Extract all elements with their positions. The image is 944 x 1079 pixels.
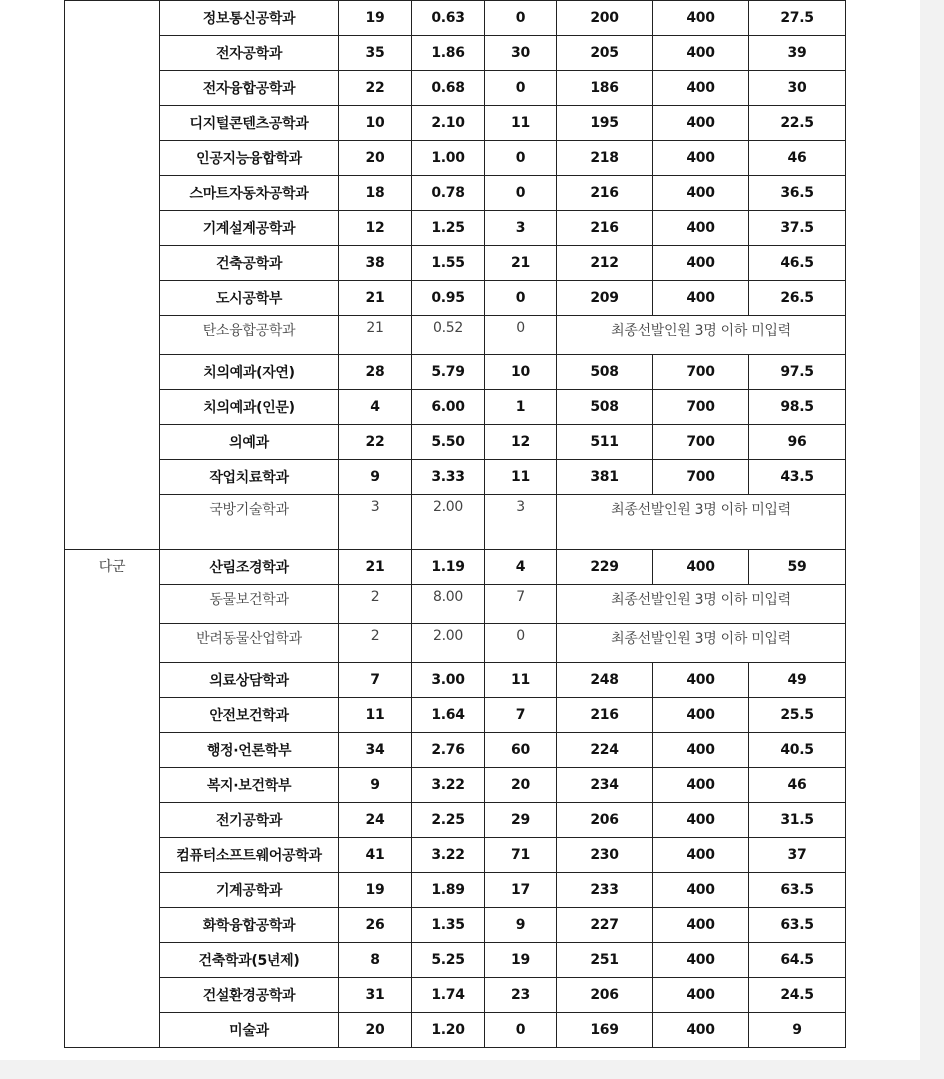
competition-rate-cell: 3.22 xyxy=(412,838,485,873)
department-cell: 건축학과(5년제) xyxy=(160,943,339,978)
value-cell: 46 xyxy=(749,141,846,176)
department-cell: 치의예과(자연) xyxy=(160,355,339,390)
full-score-cell: 400 xyxy=(653,663,749,698)
department-cell: 스마트자동차공학과 xyxy=(160,176,339,211)
additional-cell: 11 xyxy=(485,663,557,698)
full-score-cell: 400 xyxy=(653,106,749,141)
quota-cell: 26 xyxy=(339,908,412,943)
additional-cell: 20 xyxy=(485,768,557,803)
quota-cell: 9 xyxy=(339,460,412,495)
quota-cell: 3 xyxy=(339,495,412,550)
competition-rate-cell: 1.74 xyxy=(412,978,485,1013)
full-score-cell: 700 xyxy=(653,460,749,495)
department-cell: 복지·보건학부 xyxy=(160,768,339,803)
department-cell: 산림조경학과 xyxy=(160,550,339,585)
department-cell: 정보통신공학과 xyxy=(160,1,339,36)
table-row xyxy=(65,176,846,211)
additional-cell: 3 xyxy=(485,211,557,246)
value-cell: 59 xyxy=(749,550,846,585)
quota-cell: 22 xyxy=(339,425,412,460)
note-cell: 최종선발인원 3명 이하 미입력 xyxy=(557,585,846,624)
department-cell: 국방기술학과 xyxy=(160,495,339,550)
quota-cell: 22 xyxy=(339,71,412,106)
competition-rate-cell: 3.22 xyxy=(412,768,485,803)
competition-rate-cell: 1.35 xyxy=(412,908,485,943)
table-row xyxy=(65,978,846,1013)
additional-cell: 21 xyxy=(485,246,557,281)
department-cell: 전자융합공학과 xyxy=(160,71,339,106)
value-cell: 49 xyxy=(749,663,846,698)
table-row xyxy=(65,425,846,460)
value-cell: 27.5 xyxy=(749,1,846,36)
full-score-cell: 400 xyxy=(653,281,749,316)
score-cell: 227 xyxy=(557,908,653,943)
score-cell: 251 xyxy=(557,943,653,978)
value-cell: 96 xyxy=(749,425,846,460)
department-cell: 전자공학과 xyxy=(160,36,339,71)
quota-cell: 21 xyxy=(339,281,412,316)
full-score-cell: 400 xyxy=(653,873,749,908)
score-cell: 508 xyxy=(557,390,653,425)
table-row xyxy=(65,355,846,390)
full-score-cell: 400 xyxy=(653,1013,749,1048)
quota-cell: 28 xyxy=(339,355,412,390)
value-cell: 25.5 xyxy=(749,698,846,733)
full-score-cell: 400 xyxy=(653,803,749,838)
value-cell: 37 xyxy=(749,838,846,873)
note-cell: 최종선발인원 3명 이하 미입력 xyxy=(557,316,846,355)
department-cell: 반려동물산업학과 xyxy=(160,624,339,663)
value-cell: 98.5 xyxy=(749,390,846,425)
additional-cell: 0 xyxy=(485,1,557,36)
full-score-cell: 400 xyxy=(653,1,749,36)
additional-cell: 12 xyxy=(485,425,557,460)
full-score-cell: 400 xyxy=(653,978,749,1013)
score-cell: 206 xyxy=(557,803,653,838)
additional-cell: 11 xyxy=(485,106,557,141)
department-cell: 기계설계공학과 xyxy=(160,211,339,246)
table-row xyxy=(65,316,846,355)
quota-cell: 20 xyxy=(339,1013,412,1048)
table-row xyxy=(65,460,846,495)
quota-cell: 19 xyxy=(339,1,412,36)
score-cell: 511 xyxy=(557,425,653,460)
table-row xyxy=(65,36,846,71)
additional-cell: 1 xyxy=(485,390,557,425)
admission-results-table xyxy=(64,0,846,1048)
table-row xyxy=(65,585,846,624)
full-score-cell: 400 xyxy=(653,246,749,281)
value-cell: 63.5 xyxy=(749,908,846,943)
table-row xyxy=(65,943,846,978)
department-cell: 화학융합공학과 xyxy=(160,908,339,943)
additional-cell: 4 xyxy=(485,550,557,585)
value-cell: 26.5 xyxy=(749,281,846,316)
full-score-cell: 400 xyxy=(653,211,749,246)
score-cell: 381 xyxy=(557,460,653,495)
score-cell: 212 xyxy=(557,246,653,281)
department-cell: 컴퓨터소프트웨어공학과 xyxy=(160,838,339,873)
full-score-cell: 700 xyxy=(653,355,749,390)
full-score-cell: 400 xyxy=(653,768,749,803)
additional-cell: 23 xyxy=(485,978,557,1013)
table-row xyxy=(65,71,846,106)
table-row xyxy=(65,663,846,698)
department-cell: 탄소융합공학과 xyxy=(160,316,339,355)
table-row xyxy=(65,141,846,176)
additional-cell: 17 xyxy=(485,873,557,908)
score-cell: 224 xyxy=(557,733,653,768)
score-cell: 234 xyxy=(557,768,653,803)
quota-cell: 12 xyxy=(339,211,412,246)
value-cell: 39 xyxy=(749,36,846,71)
note-cell: 최종선발인원 3명 이하 미입력 xyxy=(557,624,846,663)
quota-cell: 31 xyxy=(339,978,412,1013)
competition-rate-cell: 2.10 xyxy=(412,106,485,141)
table-row xyxy=(65,908,846,943)
value-cell: 40.5 xyxy=(749,733,846,768)
table-row xyxy=(65,246,846,281)
quota-cell: 2 xyxy=(339,585,412,624)
additional-cell: 71 xyxy=(485,838,557,873)
additional-cell: 29 xyxy=(485,803,557,838)
quota-cell: 34 xyxy=(339,733,412,768)
quota-cell: 8 xyxy=(339,943,412,978)
full-score-cell: 400 xyxy=(653,698,749,733)
score-cell: 195 xyxy=(557,106,653,141)
competition-rate-cell: 1.64 xyxy=(412,698,485,733)
full-score-cell: 400 xyxy=(653,943,749,978)
competition-rate-cell: 1.20 xyxy=(412,1013,485,1048)
score-cell: 216 xyxy=(557,176,653,211)
table-row xyxy=(65,768,846,803)
additional-cell: 0 xyxy=(485,316,557,355)
competition-rate-cell: 1.89 xyxy=(412,873,485,908)
note-cell: 최종선발인원 3명 이하 미입력 xyxy=(557,495,846,550)
full-score-cell: 400 xyxy=(653,36,749,71)
department-cell: 동물보건학과 xyxy=(160,585,339,624)
department-cell: 의료상담학과 xyxy=(160,663,339,698)
additional-cell: 0 xyxy=(485,176,557,211)
department-cell: 작업치료학과 xyxy=(160,460,339,495)
table-row xyxy=(65,1013,846,1048)
department-cell: 기계공학과 xyxy=(160,873,339,908)
additional-cell: 30 xyxy=(485,36,557,71)
table-row xyxy=(65,390,846,425)
score-cell: 508 xyxy=(557,355,653,390)
quota-cell: 9 xyxy=(339,768,412,803)
value-cell: 31.5 xyxy=(749,803,846,838)
score-cell: 169 xyxy=(557,1013,653,1048)
value-cell: 46 xyxy=(749,768,846,803)
additional-cell: 60 xyxy=(485,733,557,768)
competition-rate-cell: 6.00 xyxy=(412,390,485,425)
department-cell: 인공지능융합학과 xyxy=(160,141,339,176)
additional-cell: 10 xyxy=(485,355,557,390)
quota-cell: 21 xyxy=(339,550,412,585)
competition-rate-cell: 1.86 xyxy=(412,36,485,71)
competition-rate-cell: 5.50 xyxy=(412,425,485,460)
department-cell: 미술과 xyxy=(160,1013,339,1048)
full-score-cell: 400 xyxy=(653,733,749,768)
competition-rate-cell: 5.79 xyxy=(412,355,485,390)
additional-cell: 0 xyxy=(485,1013,557,1048)
quota-cell: 18 xyxy=(339,176,412,211)
score-cell: 218 xyxy=(557,141,653,176)
table-row xyxy=(65,698,846,733)
competition-rate-cell: 1.55 xyxy=(412,246,485,281)
score-cell: 233 xyxy=(557,873,653,908)
table-row xyxy=(65,550,846,585)
group-label: 다군 xyxy=(65,550,160,1048)
additional-cell: 0 xyxy=(485,624,557,663)
competition-rate-cell: 2.25 xyxy=(412,803,485,838)
table-row xyxy=(65,838,846,873)
value-cell: 24.5 xyxy=(749,978,846,1013)
table-row xyxy=(65,1,846,36)
department-cell: 건설환경공학과 xyxy=(160,978,339,1013)
value-cell: 36.5 xyxy=(749,176,846,211)
value-cell: 9 xyxy=(749,1013,846,1048)
competition-rate-cell: 0.52 xyxy=(412,316,485,355)
quota-cell: 24 xyxy=(339,803,412,838)
table-row xyxy=(65,106,846,141)
table-row xyxy=(65,495,846,550)
department-cell: 디지털콘텐츠공학과 xyxy=(160,106,339,141)
department-cell: 치의예과(인문) xyxy=(160,390,339,425)
department-cell: 안전보건학과 xyxy=(160,698,339,733)
additional-cell: 7 xyxy=(485,585,557,624)
competition-rate-cell: 3.33 xyxy=(412,460,485,495)
score-cell: 229 xyxy=(557,550,653,585)
additional-cell: 0 xyxy=(485,141,557,176)
department-cell: 행정·언론학부 xyxy=(160,733,339,768)
quota-cell: 4 xyxy=(339,390,412,425)
additional-cell: 0 xyxy=(485,71,557,106)
score-cell: 186 xyxy=(557,71,653,106)
table-row xyxy=(65,733,846,768)
competition-rate-cell: 2.76 xyxy=(412,733,485,768)
table-row xyxy=(65,211,846,246)
value-cell: 43.5 xyxy=(749,460,846,495)
additional-cell: 11 xyxy=(485,460,557,495)
score-cell: 230 xyxy=(557,838,653,873)
quota-cell: 7 xyxy=(339,663,412,698)
competition-rate-cell: 1.25 xyxy=(412,211,485,246)
value-cell: 30 xyxy=(749,71,846,106)
competition-rate-cell: 1.19 xyxy=(412,550,485,585)
table-row xyxy=(65,873,846,908)
table-row xyxy=(65,281,846,316)
full-score-cell: 400 xyxy=(653,71,749,106)
quota-cell: 38 xyxy=(339,246,412,281)
quota-cell: 10 xyxy=(339,106,412,141)
group-label xyxy=(65,1,160,550)
full-score-cell: 400 xyxy=(653,908,749,943)
competition-rate-cell: 0.63 xyxy=(412,1,485,36)
full-score-cell: 400 xyxy=(653,838,749,873)
competition-rate-cell: 1.00 xyxy=(412,141,485,176)
full-score-cell: 700 xyxy=(653,390,749,425)
value-cell: 46.5 xyxy=(749,246,846,281)
value-cell: 22.5 xyxy=(749,106,846,141)
table-row xyxy=(65,624,846,663)
full-score-cell: 400 xyxy=(653,550,749,585)
department-cell: 전기공학과 xyxy=(160,803,339,838)
additional-cell: 9 xyxy=(485,908,557,943)
additional-cell: 3 xyxy=(485,495,557,550)
competition-rate-cell: 0.68 xyxy=(412,71,485,106)
score-cell: 209 xyxy=(557,281,653,316)
competition-rate-cell: 5.25 xyxy=(412,943,485,978)
department-cell: 건축공학과 xyxy=(160,246,339,281)
value-cell: 64.5 xyxy=(749,943,846,978)
full-score-cell: 700 xyxy=(653,425,749,460)
competition-rate-cell: 3.00 xyxy=(412,663,485,698)
score-cell: 200 xyxy=(557,1,653,36)
admission-results-table-wrap xyxy=(64,0,846,1048)
quota-cell: 19 xyxy=(339,873,412,908)
competition-rate-cell: 0.95 xyxy=(412,281,485,316)
value-cell: 37.5 xyxy=(749,211,846,246)
score-cell: 206 xyxy=(557,978,653,1013)
value-cell: 63.5 xyxy=(749,873,846,908)
competition-rate-cell: 0.78 xyxy=(412,176,485,211)
table-row xyxy=(65,803,846,838)
score-cell: 216 xyxy=(557,698,653,733)
score-cell: 205 xyxy=(557,36,653,71)
additional-cell: 0 xyxy=(485,281,557,316)
quota-cell: 35 xyxy=(339,36,412,71)
quota-cell: 21 xyxy=(339,316,412,355)
value-cell: 97.5 xyxy=(749,355,846,390)
competition-rate-cell: 2.00 xyxy=(412,495,485,550)
competition-rate-cell: 2.00 xyxy=(412,624,485,663)
additional-cell: 19 xyxy=(485,943,557,978)
department-cell: 도시공학부 xyxy=(160,281,339,316)
quota-cell: 41 xyxy=(339,838,412,873)
score-cell: 248 xyxy=(557,663,653,698)
full-score-cell: 400 xyxy=(653,176,749,211)
quota-cell: 20 xyxy=(339,141,412,176)
quota-cell: 2 xyxy=(339,624,412,663)
full-score-cell: 400 xyxy=(653,141,749,176)
competition-rate-cell: 8.00 xyxy=(412,585,485,624)
quota-cell: 11 xyxy=(339,698,412,733)
additional-cell: 7 xyxy=(485,698,557,733)
department-cell: 의예과 xyxy=(160,425,339,460)
score-cell: 216 xyxy=(557,211,653,246)
